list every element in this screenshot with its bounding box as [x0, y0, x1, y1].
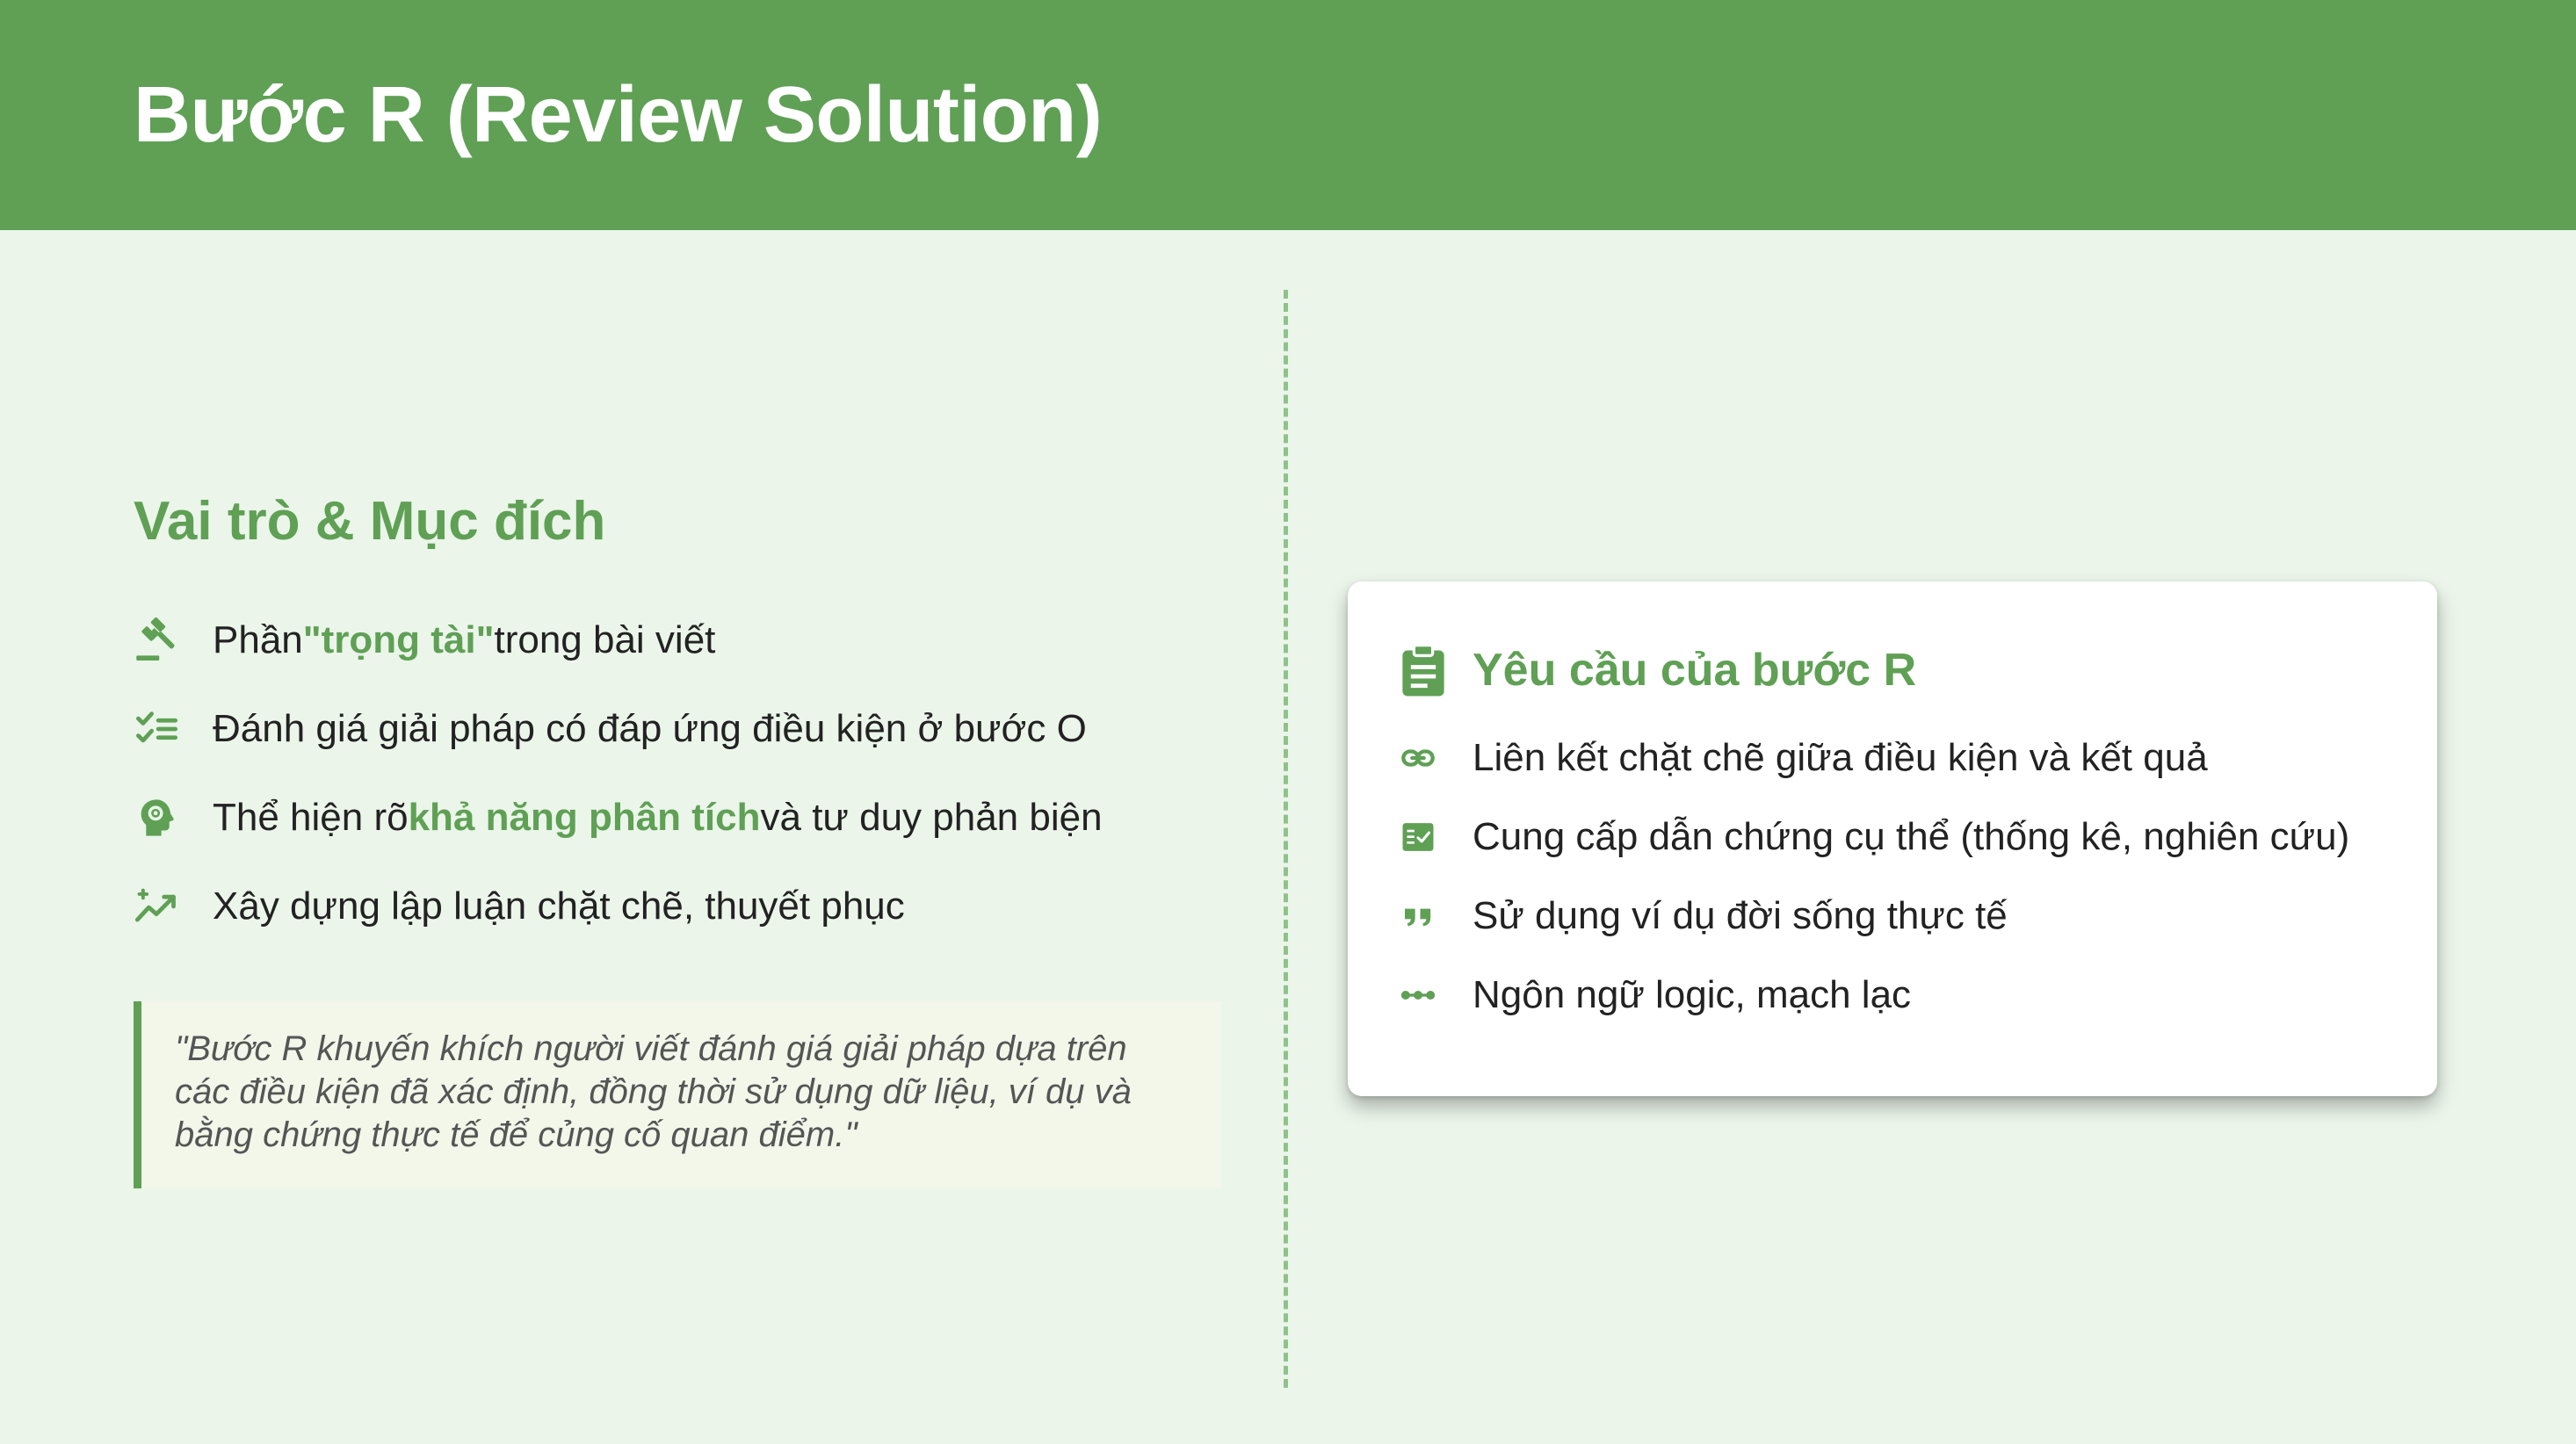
- item-before: Phần: [213, 617, 303, 661]
- item-before: Thể hiện rõ: [213, 795, 409, 839]
- role-purpose-section: [134, 483, 1223, 950]
- gavel-icon: [134, 617, 179, 663]
- item-text: Cung cấp dẫn chứng cụ thể (thống kê, nghiên cứu): [1473, 815, 2350, 858]
- list-item: [134, 684, 1223, 773]
- item-text: Liên kết chặt chẽ giữa điều kiện và kết quả: [1473, 736, 2208, 779]
- item-text: Đánh giá giải pháp có đáp ứng điều kiện ở bước O: [213, 706, 1087, 750]
- link-icon: [1400, 740, 1436, 776]
- dashed-divider: [1284, 290, 1288, 1388]
- quote-block: "Bước R khuyến khích người viết đánh giá giải pháp dựa trên các điều kiện đã xác định, đồng thời sử dụng dữ liệu, ví dụ và bằng chứng thực tế để củng cố quan điểm.": [134, 1001, 1221, 1188]
- role-list: [134, 596, 1223, 950]
- item-after: và tư duy phản biện: [760, 795, 1103, 839]
- list-item: [1400, 877, 2437, 956]
- requirements-list: [1400, 718, 2437, 1035]
- checklist-icon: [134, 706, 179, 752]
- list-item: [134, 596, 1223, 684]
- item-text: Xây dựng lập luận chặt chẽ, thuyết phục: [213, 884, 905, 928]
- quote-icon: [1400, 899, 1436, 934]
- item-after: trong bài viết: [494, 617, 716, 661]
- item-text: Ngôn ngữ logic, mạch lạc: [1473, 973, 1912, 1016]
- requirements-card: [1348, 581, 2437, 1096]
- card-header: [1400, 631, 2437, 710]
- brain-gear-icon: [134, 795, 179, 841]
- clipboard-icon: [1400, 643, 1446, 697]
- item-highlight: khả năng phân tích: [408, 795, 761, 839]
- dots-connect-icon: [1400, 978, 1436, 1013]
- list-item: [1400, 798, 2437, 877]
- card-title: Yêu cầu của bước R: [1473, 645, 1917, 696]
- trend-sparkle-icon: [134, 884, 179, 929]
- list-item: [1400, 718, 2437, 798]
- list-item: [134, 773, 1223, 862]
- list-item: [134, 862, 1223, 950]
- item-highlight: "trọng tài": [302, 617, 495, 661]
- section-title: Vai trò & Mục đích: [134, 491, 606, 552]
- item-text: Sử dụng ví dụ đời sống thực tế: [1473, 894, 2008, 937]
- page-title: Bước R (Review Solution): [134, 71, 1103, 159]
- fact-check-icon: [1400, 819, 1436, 855]
- header-bar: [0, 0, 2576, 230]
- list-item: [1400, 956, 2437, 1035]
